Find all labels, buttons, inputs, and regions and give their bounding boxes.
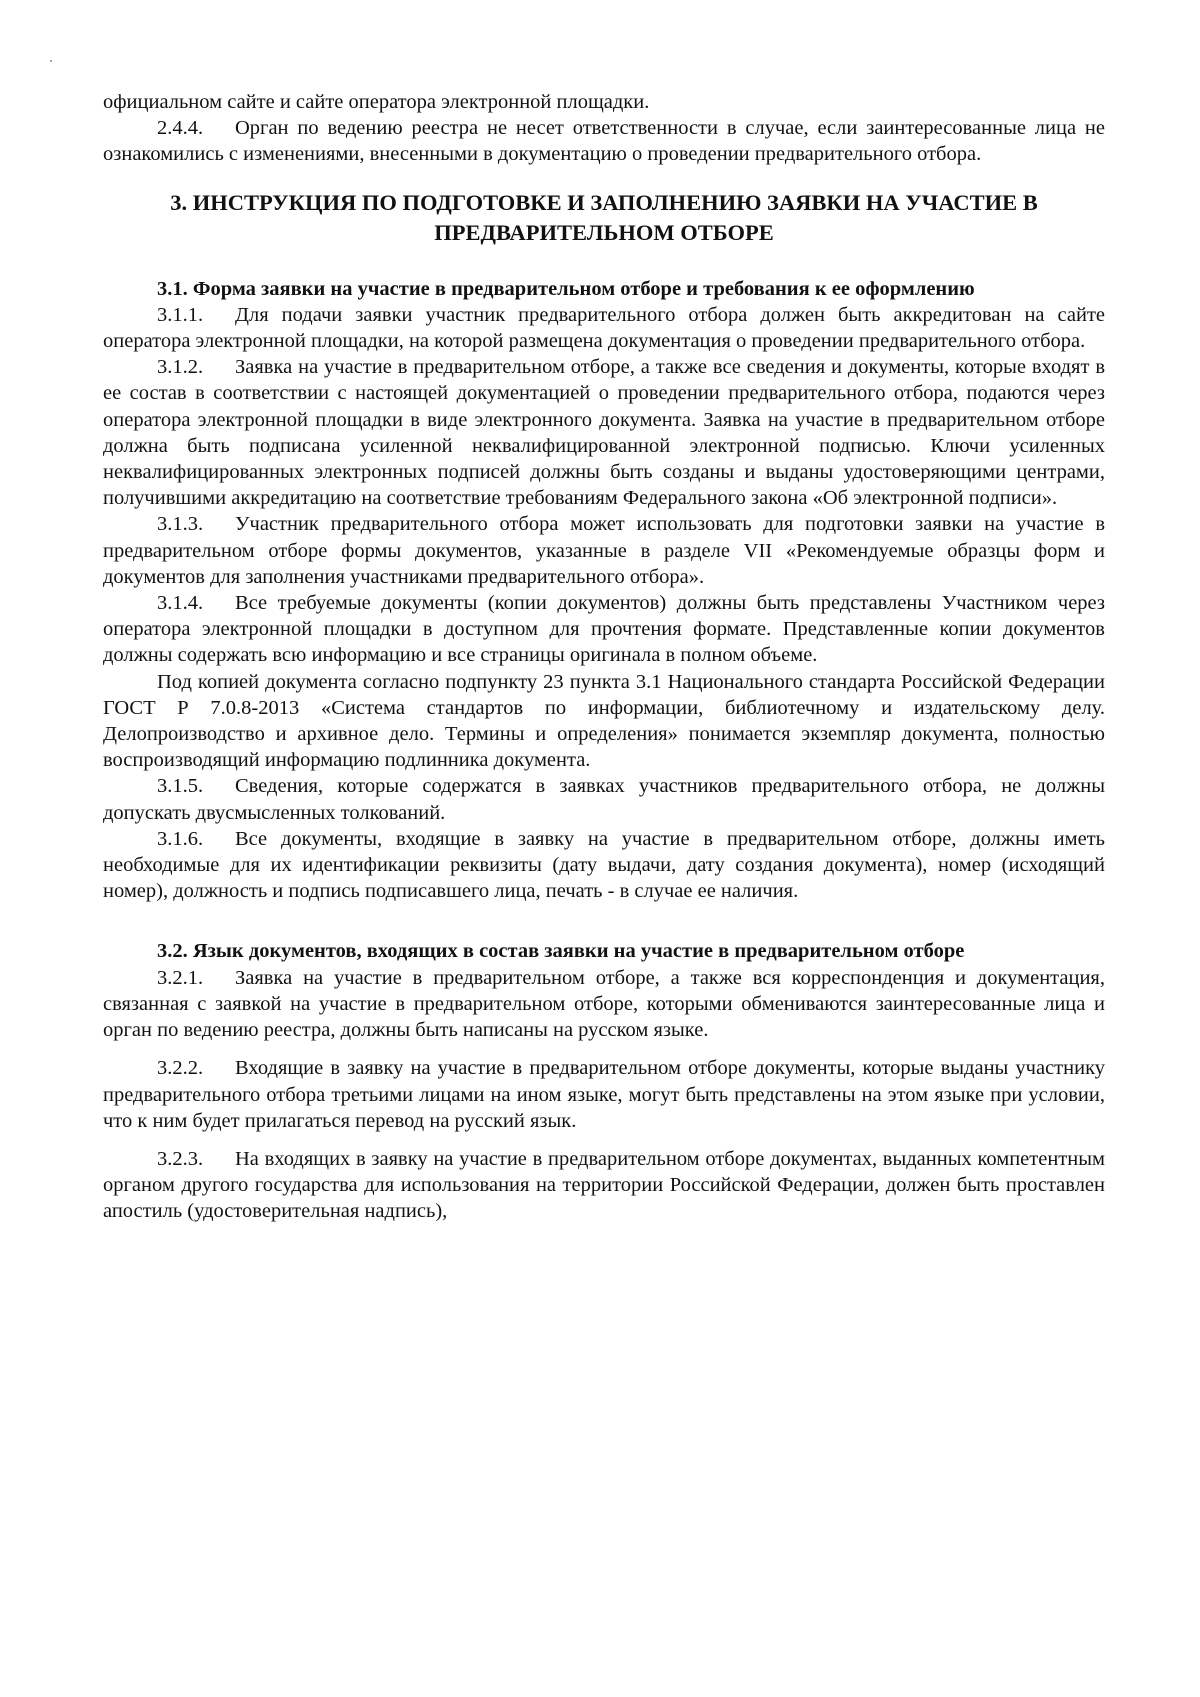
paragraph-3-1-4 bbox=[103, 590, 1105, 669]
paragraph-2-4-4 bbox=[103, 115, 1105, 167]
paragraph-text: Все требуемые документы (копии документов) должны быть представлены Участником через оператора электронной площадки в доступном для прочтения формате. Представленные копии документов должны содержать всю информацию и все страницы оригинала в полном объеме. bbox=[103, 592, 1105, 667]
paragraph-number: 3.1.6. bbox=[157, 827, 204, 850]
spacer bbox=[103, 904, 1105, 938]
paragraph-text: Все документы, входящие в заявку на участие в предварительном отборе, должны иметь необходимые для их идентификации реквизиты (дату выдачи, дату создания документа), номер (исходящий номер), должность и подпись подписавшего лица, печать - в случае ее наличия. bbox=[103, 827, 1105, 903]
paragraph-number: 3.1.5. bbox=[157, 775, 204, 798]
spacer bbox=[103, 1134, 1105, 1146]
paragraph-3-1-2 bbox=[103, 354, 1105, 511]
spacer bbox=[103, 1043, 1105, 1055]
paragraph-text: Сведения, которые содержатся в заявках участников предварительного отбора, не должны допускать двусмысленных толкований. bbox=[103, 775, 1105, 824]
paragraph-3-1-3 bbox=[103, 511, 1105, 590]
paragraph-3-1-6 bbox=[103, 826, 1105, 905]
paragraph-number: 3.1.1. bbox=[157, 303, 204, 326]
document-body bbox=[103, 89, 1105, 1225]
subsection-heading-3-2: 3.2. Язык документов, входящих в состав заявки на участие в предварительном отборе bbox=[157, 940, 965, 963]
paragraph-number: 3.1.2. bbox=[157, 356, 204, 379]
paragraph-text: На входящих в заявку на участие в предварительном отборе документах, выданных компетентным органом другого государства для использования на территории Российской Федерации, должен быть проставлен апостиль (удостоверительная надпись), bbox=[103, 1147, 1105, 1223]
paragraph-text: Для подачи заявки участник предварительного отбора должен быть аккредитован на сайте оператора электронной площадки, на которой размещена документация о проведении предварительного отбора. bbox=[103, 303, 1105, 353]
paragraph-3-2-1 bbox=[103, 965, 1105, 1044]
subsection-heading-3-1: 3.1. Форма заявки на участие в предварительном отборе и требования к ее оформлению bbox=[157, 277, 975, 300]
paragraph-text: Заявка на участие в предварительном отборе, а также вся корреспонденция и документация, связанная с заявкой на участие в предварительном отборе, которыми обмениваются заинтересованные лица и орган по ведению реестра, должны быть написаны на русском языке. bbox=[103, 966, 1105, 1042]
paragraph-number: 3.2.1. bbox=[157, 966, 204, 989]
paragraph-text: Участник предварительного отбора может использовать для подготовки заявки на участие в предварительном отборе формы документов, указанные в разделе VII «Рекомендуемые образцы форм и документов для заполнения участниками предварительного отбора». bbox=[103, 513, 1105, 588]
paragraph-text: Заявка на участие в предварительном отборе, а также все сведения и документы, которые входят в ее состав в соответствии с настоящей документацией о проведении предварительного отбора, подаются через оператора электронной площадки в виде электронного документа. Заявка на участие в предварительном отборе должна быть подписана усиленной неквалифицированной электронной подписью. Ключи усиленных неквалифицированных электронных подписей должны быть созданы и выданы удостоверяющими центрами, получившими аккредитацию на соответствие требованиям Федерального закона «Об электронной подписи». bbox=[103, 356, 1105, 510]
paragraph-text: Орган по ведению реестра не несет ответственности в случае, если заинтересованные лица не ознакомились с изменениями, внесенными в документацию о проведении предварительного отбора. bbox=[103, 117, 1105, 166]
paragraph-text: Входящие в заявку на участие в предварительном отборе документы, которые выданы участнику предварительного отбора третьими лицами на ином языке, могут быть представлены на этом языке при условии, что к ним будет прилагаться перевод на русский язык. bbox=[103, 1057, 1105, 1132]
paragraph-number: 3.1.3. bbox=[157, 513, 204, 536]
paragraph-number: 3.1.4. bbox=[157, 592, 204, 615]
paragraph-3-2-2 bbox=[103, 1055, 1105, 1134]
paragraph-3-1-5 bbox=[103, 773, 1105, 825]
paragraph-number: 2.4.4. bbox=[157, 117, 204, 140]
scan-speck bbox=[50, 60, 52, 62]
section-title: 3. ИНСТРУКЦИЯ ПО ПОДГОТОВКЕ И ЗАПОЛНЕНИЮ ЗАЯВКИ НА УЧАСТИЕ В ПРЕДВАРИТЕЛЬНОМ ОТБОРЕ bbox=[170, 189, 1038, 245]
paragraph-copy-definition: Под копией документа согласно подпункту 23 пункта 3.1 Национального стандарта Российской Федерации ГОСТ Р 7.0.8-2013 «Система стандартов по информации, библиотечному и издательскому делу. Делопроизводство и архивное дело. Термины и определения» понимается экземпляр документа, полностью воспроизводящий информацию подлинника документа. bbox=[103, 670, 1105, 772]
paragraph-number: 3.2.3. bbox=[157, 1147, 204, 1170]
paragraph-number: 3.2.2. bbox=[157, 1057, 204, 1080]
paragraph-3-1-1 bbox=[103, 302, 1105, 354]
intro-line: официальном сайте и сайте оператора электронной площадки. bbox=[103, 91, 650, 113]
paragraph-3-2-3 bbox=[103, 1146, 1105, 1225]
